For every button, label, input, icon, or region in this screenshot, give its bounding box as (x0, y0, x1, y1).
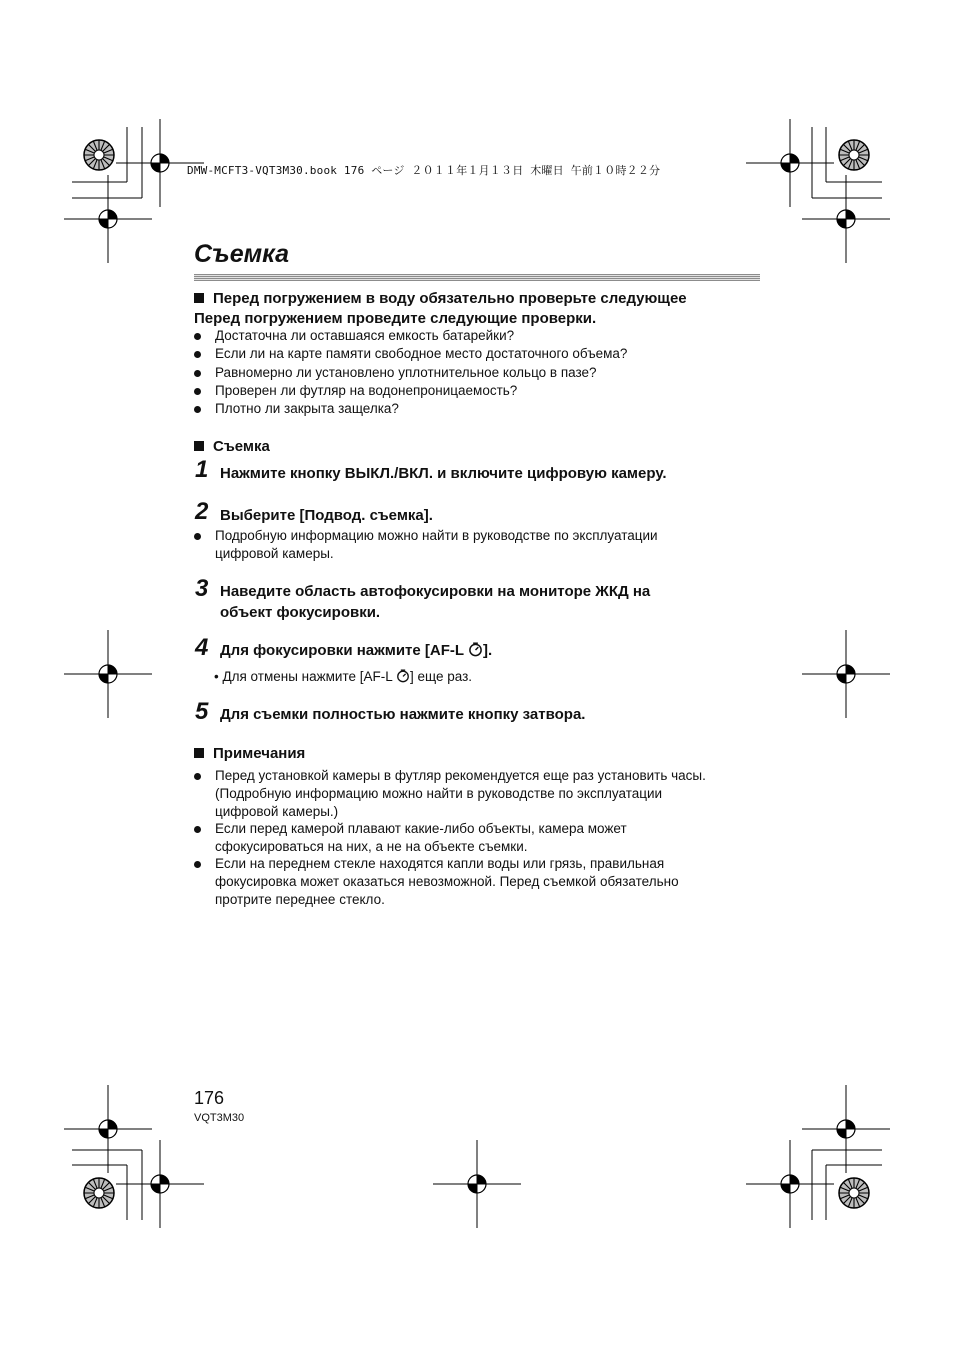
square-bullet-icon (194, 748, 204, 758)
registration-mark-icon (802, 1085, 890, 1173)
self-timer-icon (468, 642, 483, 657)
notes-heading: Примечания (194, 744, 305, 764)
square-bullet-icon (194, 441, 204, 451)
bullet-icon (194, 333, 201, 340)
page-number: 176 (194, 1088, 225, 1108)
color-wheel-icon (84, 140, 114, 170)
document-code: VQT3M30 (194, 1112, 245, 1124)
bullet-icon (194, 826, 201, 833)
step-number: 4 (195, 634, 209, 661)
registration-mark-icon (746, 1140, 834, 1228)
list-item: Проверен ли футляр на водонепроницаемость? (194, 382, 760, 400)
registration-mark-icon (116, 1140, 204, 1228)
registration-mark-icon (64, 1085, 152, 1173)
bullet-icon (194, 351, 201, 358)
registration-mark-icon (802, 630, 890, 718)
self-timer-icon (396, 669, 410, 683)
page-title: Съемка (194, 240, 290, 268)
title-rule (194, 274, 760, 281)
registration-mark-icon (746, 119, 834, 207)
list-item: Перед установкой камеры в футляр рекомендуется еще раз установить часы. (Подробную информацию можно найти в руководстве по эксплуатации цифровой камеры.) (194, 767, 774, 821)
step-text: Наведите область автофокусировки на мониторе ЖКД на (220, 583, 651, 600)
bullet-icon (194, 370, 201, 377)
bullet-icon (194, 533, 201, 540)
registration-mark-icon (802, 175, 890, 263)
square-bullet-icon (194, 293, 204, 303)
step-text: объект фокусировки. (220, 604, 381, 621)
step-number: 5 (195, 698, 209, 725)
bullet-icon (194, 388, 201, 395)
step-subnote: • Для отмены нажмите [AF-L ] еще раз. (214, 669, 473, 684)
bullet-icon (194, 861, 201, 868)
shoot-heading: Съемка (194, 437, 270, 457)
registration-mark-icon (64, 175, 152, 263)
list-item: Если перед камерой плавают какие-либо объекты, камера может сфокусироваться на них, а не на объекте съемки. (194, 820, 760, 856)
bullet-icon (194, 773, 201, 780)
check-subheading: Перед погружением проведите следующие проверки. (194, 310, 597, 327)
step-text: Нажмите кнопку ВЫКЛ./ВКЛ. и включите цифровую камеру. (220, 465, 667, 482)
registration-mark-icon (433, 1140, 521, 1228)
file-info-header: DMW-MCFT3-VQT3M30.book 176 ページ ２０１１年１月１３日 木曜日 午前１０時２２分 (187, 164, 661, 177)
color-wheel-icon (839, 140, 869, 170)
step-text: Выберите [Подвод. съемка]. (220, 507, 433, 524)
step-text: Для съемки полностью нажмите кнопку затвора. (220, 706, 586, 723)
step-note: Подробную информацию можно найти в руководстве по эксплуатации цифровой камеры. (194, 527, 760, 563)
bullet-icon (194, 406, 201, 413)
color-wheel-icon (84, 1178, 114, 1208)
list-item: Равномерно ли установлено уплотнительное кольцо в пазе? (194, 364, 760, 382)
step-number: 1 (195, 456, 209, 483)
list-item: Если на переднем стекле находятся капли воды или грязь, правильная фокусировка может оказаться невозможной. Перед съемкой обязательно протрите переднее стекло. (194, 855, 760, 909)
list-item: Если ли на карте памяти свободное место достаточного объема? (194, 345, 760, 363)
list-item: Достаточна ли оставшаяся емкость батарейки? (194, 327, 760, 345)
color-wheel-icon (839, 1178, 869, 1208)
step-text: Для фокусировки нажмите [AF-L ]. (220, 642, 493, 659)
step-number: 2 (195, 498, 209, 525)
list-item: Плотно ли закрыта защелка? (194, 400, 760, 418)
step-number: 3 (195, 575, 209, 602)
registration-mark-icon (64, 630, 152, 718)
check-heading: Перед погружением в воду обязательно проверьте следующее (194, 289, 687, 309)
